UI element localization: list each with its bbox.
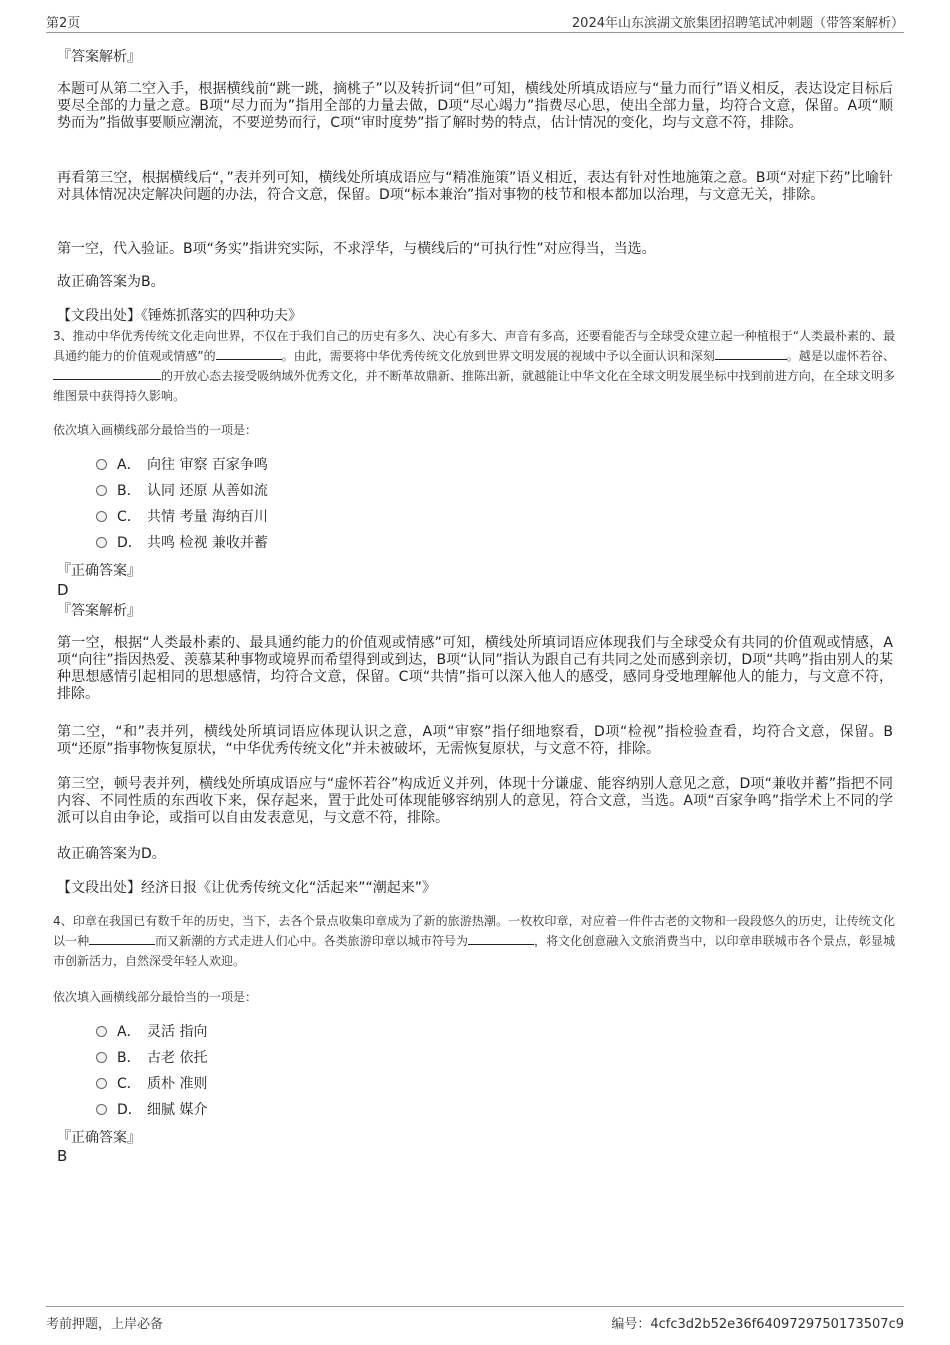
q2-analysis-para-3: 第一空，代入验证。B项“务实”指讲究实际，不求浮华，与横线后的“可执行性”对应得当，当选。 [57, 241, 656, 257]
q2-source: 【文段出处】《锤炼抓落实的四种功夫》 [57, 308, 302, 324]
q3-option-c[interactable]: C． 共情 考量 海纳百川 [96, 508, 268, 526]
document-title: 2024年山东滨湖文旅集团招聘笔试冲刺题（带答案解析） [571, 16, 904, 31]
document-code: 编号：4cfc3d2b52e36f6409729750173507c9 [611, 1317, 904, 1332]
q3-option-b[interactable]: B． 认同 还原 从善如流 [96, 482, 268, 500]
blank-2 [715, 346, 787, 360]
radio-icon[interactable] [96, 537, 107, 548]
blank-2 [468, 931, 534, 945]
q3-analysis-para-1: 第一空，根据“人类最朴素的、最具通约能力的价值观或情感”可知，横线处所填词语应体现我们与全球受众有共同的价值观或情感，A项“向往”指因热爱、羡慕某种事物或境界而希望得到或到达，B项“认同”指认为跟自己有共同之处而感到亲切，D项“共鸣”指由别人的某种思想感情引起相同的思想感情，均符合文意，保留。C项“共情”指可以深入他人的感受，感同身受地理解他人的能力，与文意不符，排除。 [57, 635, 893, 702]
q4-option-b[interactable]: B． 古老 依托 [96, 1049, 207, 1067]
q4-answer-label: 『正确答案』 [57, 1130, 141, 1146]
page-footer [46, 1306, 904, 1333]
q2-analysis-para-2: 再看第三空，根据横线后“，”表并列可知，横线处所填成语应与“精准施策”语义相近，表达有针对性地施策之意。B项“对症下药”比喻针对具体情况决定解决问题的办法，符合文意，保留。D项“标本兼治”指对事物的枝节和根本都加以治理，与文意无关，排除。 [57, 170, 893, 203]
q4-option-d[interactable]: D． 细腻 媒介 [96, 1101, 207, 1119]
q3-answer-label: 『正确答案』 [57, 563, 141, 579]
question-4-stem: 4、印章在我国已有数千年的历史，当下，去各个景点收集印章成为了新的旅游热潮。一枚枚印章，对应着一件件古老的文物和一段段悠久的历史，让传统文化以一种 而又新潮的方式走进人们心中。各类旅游印章以城市符号为 ，将文化创意融入文旅消费当中，以印章串联城市各个景点，彰显城市创新活力，自然深受年轻人欢迎。 [53, 914, 895, 968]
radio-icon[interactable] [96, 1052, 107, 1063]
blank-1 [89, 931, 155, 945]
q3-analysis-para-2: 第二空，“和”表并列，横线处所填词语应体现认识之意，A项“审察”指仔细地察看，D项“检视”指检验查看，均符合文意，保留。B项“还原”指事物恢复原状，“中华优秀传统文化”并未被破坏，无需恢复原状，与文意不符，排除。 [57, 724, 893, 757]
page-number: 第2页 [46, 16, 81, 31]
q2-analysis-label: 『答案解析』 [57, 49, 141, 65]
radio-icon[interactable] [96, 1104, 107, 1115]
q2-analysis-para-1: 本题可从第二空入手，根据横线前“跳一跳，摘桃子”以及转折词“但”可知，横线处所填成语应与“量力而行”语义相反，表达设定目标后要尽全部的力量之意。B项“尽力而为”指用全部的力量去做，D项“尽心竭力”指费尽心思，使出全部力量，均符合文意，保留。A项“顺势而为”指做事要顺应潮流，不要逆势而行，C项“审时度势”指了解时势的特点，估计情况的变化，均与文意不符，排除。 [57, 81, 893, 131]
radio-icon[interactable] [96, 1026, 107, 1037]
question-3-prompt: 依次填入画横线部分最恰当的一项是： [53, 423, 258, 437]
q3-option-d[interactable]: D． 共鸣 检视 兼收并蓄 [96, 534, 268, 552]
q4-option-c[interactable]: C． 质朴 准则 [96, 1075, 207, 1093]
q3-analysis-para-3: 第三空，顿号表并列，横线处所填成语应与“虚怀若谷”构成近义并列，体现十分谦虚、能容纳别人意见之意，D项“兼收并蓄”指把不同内容、不同性质的东西收下来，保存起来，置于此处可体现能够容纳别人的意见，符合文意，当选。A项“百家争鸣”指学术上不同的学派可以自由争论，或指可以自由发表意见，与文意不符，排除。 [57, 776, 893, 826]
q3-analysis-answer: 故正确答案为D。 [57, 846, 166, 862]
footer-slogan: 考前押题，上岸必备 [46, 1317, 164, 1332]
q3-option-a[interactable]: A． 向往 审察 百家争鸣 [96, 456, 268, 474]
radio-icon[interactable] [96, 511, 107, 522]
question-4-prompt: 依次填入画横线部分最恰当的一项是： [53, 990, 258, 1004]
q4-option-a[interactable]: A． 灵活 指向 [96, 1023, 207, 1041]
page-header [46, 10, 904, 33]
blank-1 [216, 346, 282, 360]
radio-icon[interactable] [96, 485, 107, 496]
q4-answer: B [57, 1147, 68, 1165]
question-3-stem: 3、推动中华优秀传统文化走向世界，不仅在于我们自己的历史有多久、决心有多大、声音有多高，还要看能否与全球受众建立起一种植根于“人类最朴素的、最具通约能力的价值观或情感”的 。由此，需要将中华优秀传统文化放到世界文明发展的视域中予以全面认识和深刻 。越是以虚怀若谷、的开放心态去接受吸纳域外优秀文化，并不断革故鼎新、推陈出新，就越能让中华文化在全球文明发展坐标中找到前进方向，在全球文明多维图景中获得持久影响。 [53, 329, 895, 403]
q3-answer: D [57, 581, 69, 599]
blank-3 [53, 366, 161, 380]
radio-icon[interactable] [96, 459, 107, 470]
q3-analysis-label: 『答案解析』 [57, 603, 141, 619]
radio-icon[interactable] [96, 1078, 107, 1089]
q3-source: 【文段出处】经济日报《让优秀传统文化“活起来”“潮起来”》 [57, 880, 437, 896]
q2-analysis-answer: 故正确答案为B。 [57, 274, 165, 290]
